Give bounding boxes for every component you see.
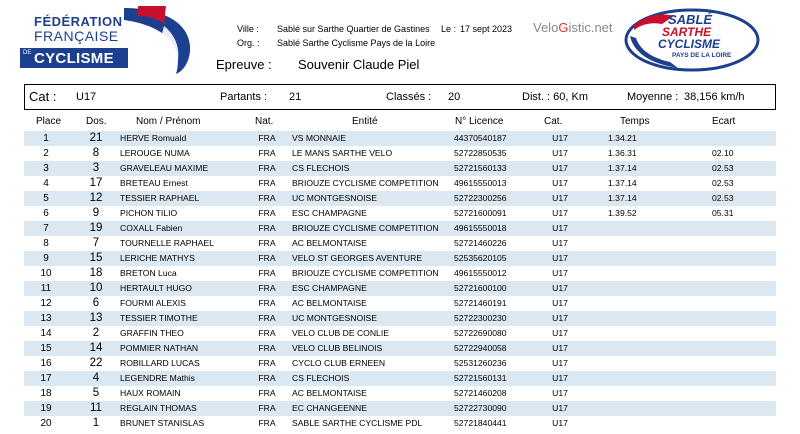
cell-place: 9 <box>43 253 49 264</box>
cell-cat: U17 <box>552 238 568 248</box>
cell-name: BRETEAU Ernest <box>120 178 188 188</box>
cell-dos: 21 <box>89 132 103 144</box>
cell-cat: U17 <box>552 328 568 338</box>
ville-label: Ville : <box>237 24 259 34</box>
sable-logo-line2: SARTHE <box>662 25 712 39</box>
cell-nat: FRA <box>258 268 276 278</box>
cell-entite: ESC CHAMPAGNE <box>292 208 367 218</box>
cell-cat: U17 <box>552 148 568 158</box>
ffc-logo-de: DE <box>23 50 32 56</box>
cell-nat: FRA <box>258 283 276 293</box>
cell-name: TOURNELLE RAPHAEL <box>120 238 214 248</box>
table-row <box>24 131 776 146</box>
table-row <box>24 296 776 311</box>
table-row <box>24 236 776 251</box>
cell-ecart: 02.10 <box>712 148 734 158</box>
velogistic-part1: Velo <box>533 20 559 35</box>
cell-temps: 1.37.14 <box>608 193 637 203</box>
date-value: 17 sept 2023 <box>460 24 513 34</box>
table-row <box>24 326 776 341</box>
cell-dos: 2 <box>92 327 100 339</box>
cell-nat: FRA <box>258 238 276 248</box>
cell-dos: 4 <box>92 372 100 384</box>
cell-name: HERTAULT HUGO <box>120 283 192 293</box>
org-value: Sablé Sarthe Cyclisme Pays de la Loire <box>277 38 436 48</box>
cell-licence: 52721560131 <box>454 373 507 383</box>
cell-licence: 52722940058 <box>454 343 507 353</box>
cell-cat: U17 <box>552 223 568 233</box>
cell-place: 1 <box>43 133 49 144</box>
table-row <box>24 161 776 176</box>
cell-cat: U17 <box>552 133 568 143</box>
cell-place: 6 <box>43 208 49 219</box>
cell-licence: 44370540187 <box>454 133 507 143</box>
cell-place: 14 <box>40 328 52 339</box>
cell-entite: VELO CLUB DE CONLIE <box>292 328 389 338</box>
cell-dos: 9 <box>92 207 100 219</box>
cell-licence: 52535620105 <box>454 253 507 263</box>
sable-logo-line4: PAYS DE LA LOIRE <box>672 52 732 59</box>
cell-name: FOURMI ALEXIS <box>120 298 186 308</box>
cell-cat: U17 <box>552 343 568 353</box>
cell-temps: 1.39.52 <box>608 208 637 218</box>
col-header-dos: Dos. <box>86 116 107 127</box>
cell-name: PICHON TILIO <box>120 208 178 218</box>
cell-name: POMMIER NATHAN <box>120 343 199 353</box>
cell-place: 20 <box>40 418 52 429</box>
cell-dos: 17 <box>89 177 103 189</box>
cell-licence: 52721600100 <box>454 283 507 293</box>
cell-dos: 5 <box>92 387 100 399</box>
cell-licence: 52721460191 <box>454 298 507 308</box>
cell-entite: CS FLECHOIS <box>292 373 350 383</box>
cell-name: ROBILLARD LUCAS <box>120 358 200 368</box>
cell-place: 17 <box>40 373 52 384</box>
cell-ecart: 05.31 <box>712 208 734 218</box>
cell-cat: U17 <box>552 313 568 323</box>
cell-ecart: 02.53 <box>712 163 734 173</box>
cell-nat: FRA <box>258 388 276 398</box>
cell-licence: 52721460226 <box>454 238 507 248</box>
cell-entite: BRIOUZE CYCLISME COMPETITION <box>292 178 439 188</box>
cell-entite: BRIOUZE CYCLISME COMPETITION <box>292 223 439 233</box>
cell-entite: AC BELMONTAISE <box>292 388 367 398</box>
cell-place: 7 <box>43 223 49 234</box>
cell-entite: ESC CHAMPAGNE <box>292 283 367 293</box>
table-row <box>24 146 776 161</box>
cell-cat: U17 <box>552 358 568 368</box>
date-label: Le : <box>441 24 457 34</box>
cell-licence: 52722300230 <box>454 313 507 323</box>
epreuve-label: Epreuve : <box>216 57 272 72</box>
cell-entite: CYCLO CLUB ERNEEN <box>292 358 386 368</box>
cell-entite: UC MONTGESNOISE <box>292 193 377 203</box>
cell-place: 2 <box>43 148 49 159</box>
cell-entite: SABLE SARTHE CYCLISME PDL <box>292 418 423 428</box>
cell-name: COXALL Fabien <box>120 223 183 233</box>
cell-licence: 49615550012 <box>454 268 507 278</box>
cell-entite: CS FLECHOIS <box>292 163 350 173</box>
cell-place: 18 <box>40 388 52 399</box>
cell-nat: FRA <box>258 208 276 218</box>
cell-temps: 1.37.14 <box>608 163 637 173</box>
table-row <box>24 416 776 431</box>
cell-place: 11 <box>40 283 52 294</box>
sable-sarthe-logo <box>622 6 762 76</box>
col-header-entite: Entité <box>352 116 378 127</box>
velogistic-part3: istic.net <box>568 20 613 35</box>
cell-dos: 1 <box>92 417 100 429</box>
moyenne-label: Moyenne : <box>627 91 679 103</box>
cell-nat: FRA <box>258 313 276 323</box>
cell-cat: U17 <box>552 283 568 293</box>
cell-nat: FRA <box>258 298 276 308</box>
moyenne-value: 38,156 km/h <box>684 91 745 103</box>
partants-label: Partants : <box>220 91 268 103</box>
cell-dos: 14 <box>89 342 103 354</box>
ffc-logo-line2: FRANÇAISE <box>34 28 119 44</box>
cell-temps: 1.37.14 <box>608 178 637 188</box>
cell-dos: 15 <box>89 252 103 264</box>
cell-nat: FRA <box>258 133 276 143</box>
cell-place: 8 <box>43 238 49 249</box>
table-row <box>24 266 776 281</box>
cell-dos: 18 <box>89 267 103 279</box>
cell-name: BRETON Luca <box>120 268 177 278</box>
cell-place: 3 <box>43 163 49 174</box>
cell-entite: VS MONNAIE <box>292 133 346 143</box>
ville-value: Sablé sur Sarthe Quartier de Gastines <box>277 24 430 34</box>
cell-entite: BRIOUZE CYCLISME COMPETITION <box>292 268 439 278</box>
cell-temps: 1.34.21 <box>608 133 637 143</box>
col-header-nat: Nat. <box>255 116 274 127</box>
cell-dos: 11 <box>90 402 102 414</box>
table-row <box>24 206 776 221</box>
cell-dos: 19 <box>89 222 103 234</box>
table-row <box>24 311 776 326</box>
table-row <box>24 341 776 356</box>
cell-nat: FRA <box>258 418 276 428</box>
org-label: Org. : <box>237 38 260 48</box>
cell-ecart: 02.53 <box>712 178 734 188</box>
sable-logo-line1: SABLÉ <box>668 12 713 27</box>
cell-cat: U17 <box>552 193 568 203</box>
cell-name: REGLAIN THOMAS <box>120 403 197 413</box>
cell-cat: U17 <box>552 403 568 413</box>
cell-licence: 52721840441 <box>454 418 507 428</box>
cell-place: 4 <box>43 178 49 189</box>
cell-place: 10 <box>40 268 52 279</box>
table-row <box>24 281 776 296</box>
cell-nat: FRA <box>258 373 276 383</box>
cell-dos: 3 <box>92 162 100 174</box>
cell-dos: 8 <box>92 147 100 159</box>
cell-name: BRUNET STANISLAS <box>120 418 205 428</box>
cell-dos: 13 <box>89 312 103 324</box>
cell-cat: U17 <box>552 178 568 188</box>
cell-licence: 52721460208 <box>454 388 507 398</box>
cell-nat: FRA <box>258 193 276 203</box>
cell-entite: AC BELMONTAISE <box>292 298 367 308</box>
cell-cat: U17 <box>552 298 568 308</box>
classes-label: Classés : <box>386 91 432 103</box>
cell-entite: AC BELMONTAISE <box>292 238 367 248</box>
cell-nat: FRA <box>258 343 276 353</box>
cell-ecart: 02.53 <box>712 193 734 203</box>
cell-nat: FRA <box>258 403 276 413</box>
cell-dos: 22 <box>89 357 103 369</box>
table-row <box>24 221 776 236</box>
cell-licence: 52721560133 <box>454 163 507 173</box>
cell-nat: FRA <box>258 178 276 188</box>
cell-name: TESSIER TIMOTHE <box>120 313 198 323</box>
table-row <box>24 176 776 191</box>
cell-dos: 12 <box>89 192 103 204</box>
cell-dos: 6 <box>92 297 100 309</box>
ffc-logo-cyclisme: CYCLISME <box>34 50 114 67</box>
cell-cat: U17 <box>552 253 568 263</box>
col-header-cat: Cat. <box>544 116 563 127</box>
cell-licence: 52722690080 <box>454 328 507 338</box>
cell-name: TESSIER RAPHAEL <box>120 193 200 203</box>
cell-temps: 1.36.31 <box>608 148 637 158</box>
distance-label: Dist. : 60, Km <box>522 91 589 103</box>
ffc-swoosh-icon <box>118 6 198 74</box>
cell-cat: U17 <box>552 373 568 383</box>
cell-place: 15 <box>40 343 52 354</box>
table-row <box>24 356 776 371</box>
col-header-temps: Temps <box>620 116 650 127</box>
sable-logo-line3: CYCLISME <box>658 37 721 51</box>
col-header-ecart: Ecart <box>712 116 736 127</box>
cell-nat: FRA <box>258 253 276 263</box>
cell-name: GRAFFIN THEO <box>120 328 184 338</box>
cell-nat: FRA <box>258 358 276 368</box>
cell-cat: U17 <box>552 268 568 278</box>
cell-entite: VELO ST GEORGES AVENTURE <box>292 253 423 263</box>
cell-cat: U17 <box>552 388 568 398</box>
velogistic-part2: G <box>558 20 569 35</box>
cat-value: U17 <box>76 91 97 103</box>
col-header-licence: N° Licence <box>455 116 504 127</box>
ffc-logo-line1: FÉDÉRATION <box>34 14 123 29</box>
table-row <box>24 401 776 416</box>
cell-entite: EC CHANGEENNE <box>292 403 367 413</box>
col-header-place: Place <box>36 116 62 127</box>
cell-name: HAUX ROMAIN <box>120 388 181 398</box>
cell-licence: 49615550013 <box>454 178 507 188</box>
cell-name: LEGENDRE Mathis <box>120 373 195 383</box>
cell-place: 16 <box>40 358 52 369</box>
cell-licence: 49615550018 <box>454 223 507 233</box>
cell-nat: FRA <box>258 148 276 158</box>
ffc-logo-bar <box>20 48 128 68</box>
cat-label: Cat : <box>29 89 57 104</box>
velogistic-brand <box>533 20 613 35</box>
cell-entite: VELO CLUB BELINOIS <box>292 343 383 353</box>
cell-place: 13 <box>40 313 52 324</box>
cell-cat: U17 <box>552 418 568 428</box>
table-row <box>24 386 776 401</box>
cell-place: 19 <box>40 403 52 414</box>
cell-name: HERVE Romuald <box>120 133 187 143</box>
epreuve-value: Souvenir Claude Piel <box>298 57 420 72</box>
cell-licence: 52721600091 <box>454 208 507 218</box>
cell-licence: 52722730090 <box>454 403 507 413</box>
cell-place: 12 <box>40 298 52 309</box>
table-row <box>24 251 776 266</box>
partants-value: 21 <box>289 91 302 103</box>
cell-dos: 7 <box>92 237 100 249</box>
ffc-logo <box>20 6 198 74</box>
cell-licence: 52722850535 <box>454 148 507 158</box>
cell-nat: FRA <box>258 163 276 173</box>
cell-entite: UC MONTGESNOISE <box>292 313 377 323</box>
cell-place: 5 <box>43 193 49 204</box>
classes-value: 20 <box>448 91 461 103</box>
cell-nat: FRA <box>258 223 276 233</box>
cell-name: LEROUGE NUMA <box>120 148 190 158</box>
cell-licence: 52531260236 <box>454 358 507 368</box>
cell-entite: LE MANS SARTHE VELO <box>292 148 393 158</box>
cell-cat: U17 <box>552 163 568 173</box>
table-row <box>24 371 776 386</box>
cell-licence: 52722300256 <box>454 193 507 203</box>
table-row <box>24 191 776 206</box>
cell-nat: FRA <box>258 328 276 338</box>
cell-name: GRAVELEAU MAXIME <box>120 163 209 173</box>
cell-cat: U17 <box>552 208 568 218</box>
col-header-name: Nom / Prénom <box>136 116 201 127</box>
cell-name: LERICHE MATHYS <box>120 253 195 263</box>
cell-dos: 10 <box>89 282 103 294</box>
